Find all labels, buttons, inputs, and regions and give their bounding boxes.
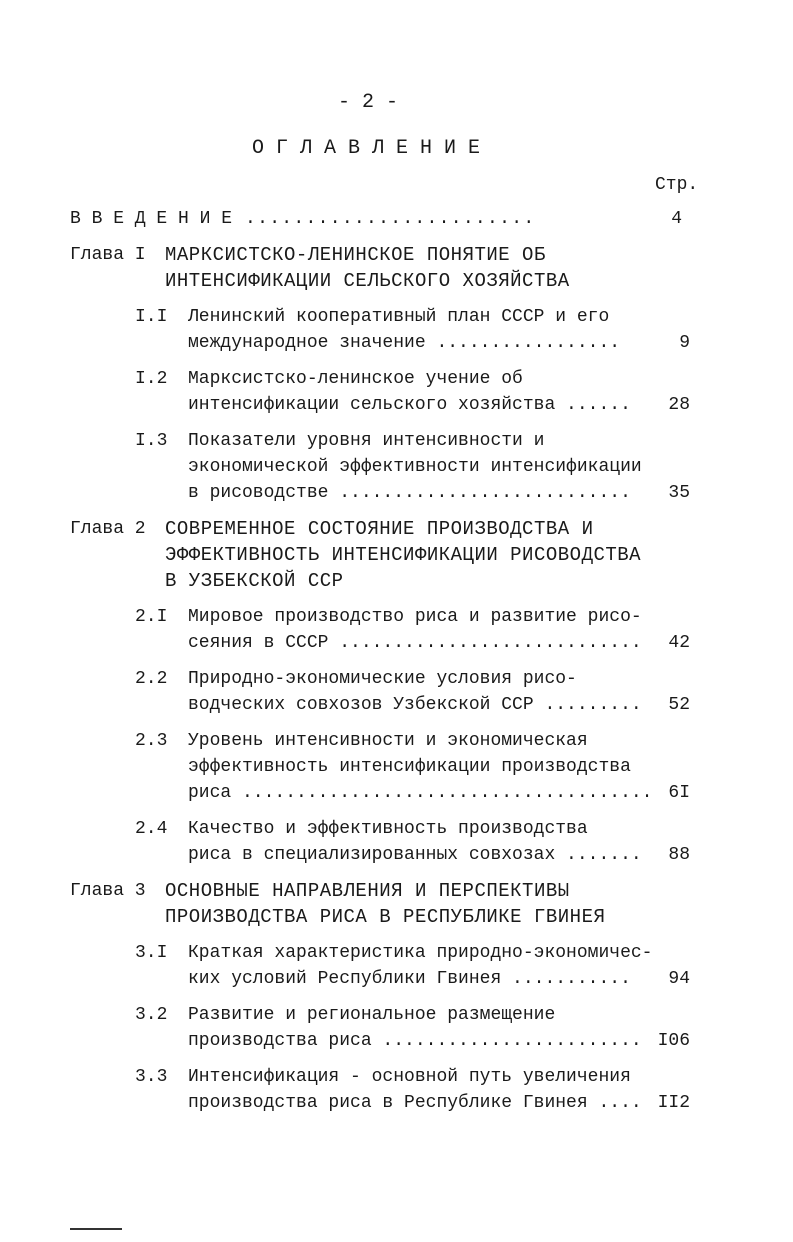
chapter-label: Глава 3	[70, 881, 146, 901]
section-line: эффективность интенсификации производства	[188, 757, 631, 777]
section-number: I.3	[135, 431, 168, 451]
chapter-label: Глава I	[70, 245, 146, 265]
chapter-title-line: СОВРЕМЕННОЕ СОСТОЯНИЕ ПРОИЗВОДСТВА И	[165, 518, 594, 540]
section-line: сеяния в СССР ............................	[188, 633, 642, 653]
intro-page: 4	[671, 209, 682, 229]
section-line: в рисоводстве ...........................	[188, 483, 631, 503]
section-page: 6I	[668, 783, 690, 803]
section-number: I.I	[135, 307, 168, 327]
section-line: Марксистско-ленинское учение об	[188, 369, 523, 389]
section-page: II2	[657, 1093, 690, 1113]
section-page: 88	[668, 845, 690, 865]
section-line: Показатели уровня интенсивности и	[188, 431, 545, 451]
section-page: I06	[657, 1031, 690, 1051]
section-page: 9	[679, 333, 690, 353]
chapter-title-line: МАРКСИСТСКО-ЛЕНИНСКОЕ ПОНЯТИЕ ОБ	[165, 244, 546, 266]
page-number: - 2 -	[338, 91, 399, 114]
chapter-title-line: ПРОИЗВОДСТВА РИСА В РЕСПУБЛИКЕ ГВИНЕЯ	[165, 906, 606, 928]
section-number: 2.2	[135, 669, 168, 689]
section-page: 52	[668, 695, 690, 715]
section-line: интенсификации сельского хозяйства ......	[188, 395, 631, 415]
section-page: 42	[668, 633, 690, 653]
section-number: 3.2	[135, 1005, 168, 1025]
section-line: риса ......................................	[188, 783, 653, 803]
section-line: Развитие и региональное размещение	[188, 1005, 556, 1025]
toc-heading: О Г Л А В Л Е Н И Е	[252, 137, 481, 160]
section-line: ких условий Республики Гвинея ...........	[188, 969, 631, 989]
intro-dots: ........................	[245, 209, 536, 229]
section-line: Мировое производство риса и развитие рисо-	[188, 607, 642, 627]
section-line: риса в специализированных совхозах .......	[188, 845, 642, 865]
section-line: Краткая характеристика природно-экономичес-	[188, 943, 653, 963]
footnote-rule	[70, 1228, 122, 1230]
section-number: 2.3	[135, 731, 168, 751]
chapter-title-line: ОСНОВНЫЕ НАПРАВЛЕНИЯ И ПЕРСПЕКТИВЫ	[165, 880, 570, 902]
section-line: производства риса в Республике Гвинея ....	[188, 1093, 642, 1113]
section-line: экономической эффективности интенсификации	[188, 457, 642, 477]
section-line: Уровень интенсивности и экономическая	[188, 731, 588, 751]
chapter-label: Глава 2	[70, 519, 146, 539]
page-column-label: Стр.	[655, 175, 699, 195]
intro-label: В В Е Д Е Н И Е	[70, 209, 233, 229]
section-page: 28	[668, 395, 690, 415]
section-number: 2.4	[135, 819, 168, 839]
section-page: 35	[668, 483, 690, 503]
section-line: Ленинский кооперативный план СССР и его	[188, 307, 610, 327]
section-number: I.2	[135, 369, 168, 389]
section-line: Природно-экономические условия рисо-	[188, 669, 577, 689]
section-line: производства риса ........................	[188, 1031, 642, 1051]
chapter-title-line: В УЗБЕКСКОЙ ССР	[165, 570, 344, 592]
chapter-title-line: ЭФФЕКТИВНОСТЬ ИНТЕНСИФИКАЦИИ РИСОВОДСТВА	[165, 544, 642, 566]
section-number: 2.I	[135, 607, 168, 627]
section-line: Интенсификация - основной путь увеличения	[188, 1067, 631, 1087]
chapter-title-line: ИНТЕНСИФИКАЦИИ СЕЛЬСКОГО ХОЗЯЙСТВА	[165, 270, 570, 292]
section-line: Качество и эффективность производства	[188, 819, 588, 839]
section-page: 94	[668, 969, 690, 989]
section-line: международное значение .................	[188, 333, 621, 353]
section-number: 3.3	[135, 1067, 168, 1087]
section-line: водческих совхозов Узбекской ССР .........	[188, 695, 642, 715]
section-number: 3.I	[135, 943, 168, 963]
